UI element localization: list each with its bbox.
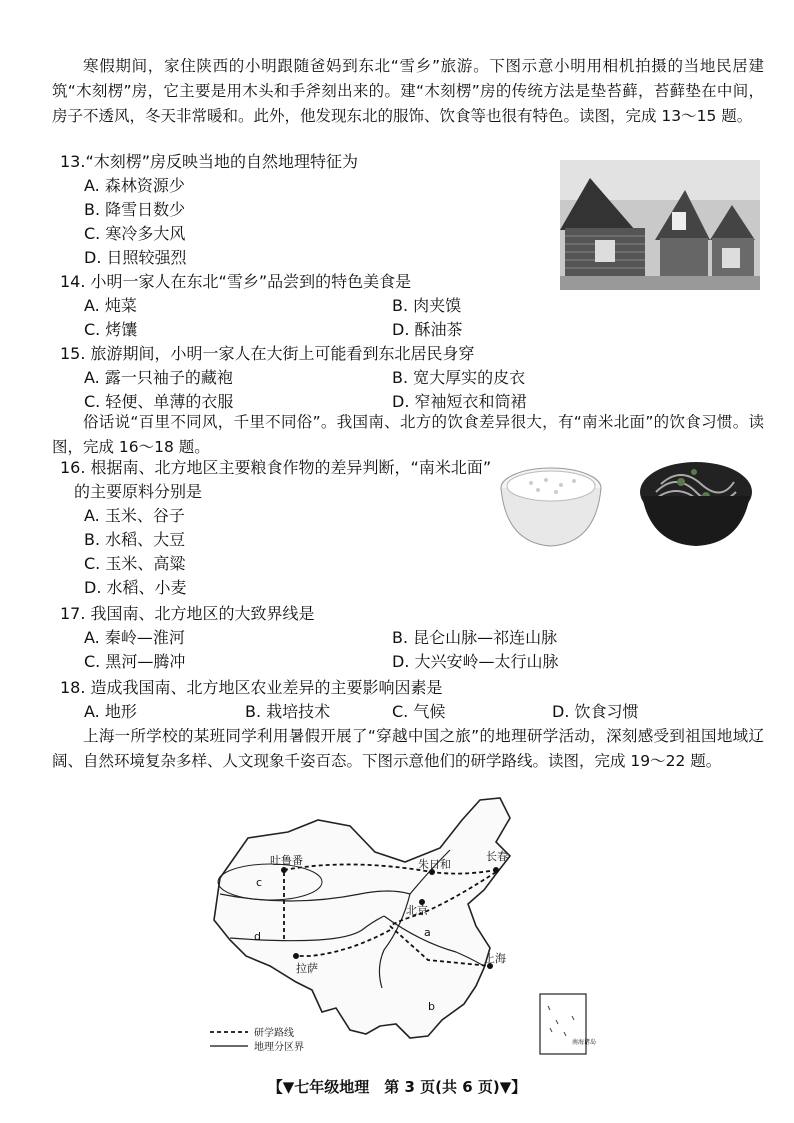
q15-option-d: D. 窄袖短衣和筒裙: [392, 392, 527, 411]
q13-option-d: D. 日照较强烈: [84, 248, 187, 267]
q16-option-b: B. 水稻、大豆: [84, 530, 186, 549]
china-route-map: [200, 790, 600, 1060]
question-16-line2: 的主要原料分别是: [74, 482, 203, 501]
legend-boundary: 地理分区界: [254, 1042, 304, 1053]
q17-option-d: D. 大兴安岭—太行山脉: [392, 652, 559, 671]
q14-option-a: A. 炖菜: [84, 296, 137, 315]
intro-paragraph-3: 上海一所学校的某班同学利用暑假开展了“穿越中国之旅”的地理研学活动，深刻感受到祖国地域辽阔、自然环境复杂多样、人文现象千姿百态。下图示意他们的研学路线。读图，完成 19～22 题。: [52, 727, 764, 770]
question-18: 18. 造成我国南、北方地区农业差异的主要影响因素是: [60, 678, 443, 697]
q14-option-d: D. 酥油茶: [392, 320, 463, 339]
map-city-changchun: 长春: [486, 850, 508, 863]
q18-option-d: D. 饮食习惯: [552, 702, 639, 721]
intro-paragraph-2: 俗话说“百里不同风，千里不同俗”。我国南、北方的饮食差异很大，有“南米北面”的饮食习惯。读图，完成 16～18 题。: [52, 413, 764, 456]
question-14: 14. 小明一家人在东北“雪乡”品尝到的特色美食是: [60, 272, 412, 291]
wooden-house-photo: [560, 160, 760, 290]
question-17: 17. 我国南、北方地区的大致界线是: [60, 604, 315, 623]
noodle-bowl-image: [636, 452, 756, 550]
q15-option-b: B. 宽大厚实的皮衣: [392, 368, 526, 387]
map-region-b: b: [428, 1000, 435, 1013]
q13-option-c: C. 寒冷多大风: [84, 224, 186, 243]
q18-option-b: B. 栽培技术: [245, 702, 331, 721]
q14-option-b: B. 肉夹馍: [392, 296, 462, 315]
map-city-shanghai: 上海: [484, 952, 506, 965]
map-city-turpan: 吐鲁番: [270, 854, 303, 867]
map-region-c: c: [256, 876, 263, 889]
q17-option-b: B. 昆仑山脉—祁连山脉: [392, 628, 558, 647]
question-16: 16. 根据南、北方地区主要粮食作物的差异判断，“南米北面”: [60, 458, 492, 477]
question-13: 13.“木刻楞”房反映当地的自然地理特征为: [60, 152, 359, 171]
intro-paragraph-1: 寒假期间，家住陕西的小明跟随爸妈到东北“雪乡”旅游。下图示意小明用相机拍摄的当地民居建筑“木刻楞”房，它主要是用木头和手斧刻出来的。建“木刻楞”房的传统方法是垫苔藓，苔藓垫在中间，房子不透风，冬天非常暖和。此外，他发现东北的服饰、饮食等也很有特色。读图，完成 13～15 题。: [52, 57, 764, 125]
map-city-beijing: 北京: [406, 904, 428, 917]
q17-option-c: C. 黑河—腾冲: [84, 652, 186, 671]
q14-option-c: C. 烤馕: [84, 320, 138, 339]
question-15: 15. 旅游期间，小明一家人在大街上可能看到东北居民身穿: [60, 344, 475, 363]
legend-route: 研学路线: [254, 1028, 294, 1039]
q18-option-c: C. 气候: [392, 702, 446, 721]
q17-option-a: A. 秦岭—淮河: [84, 628, 185, 647]
q13-option-b: B. 降雪日数少: [84, 200, 186, 219]
map-region-d: d: [254, 930, 261, 943]
map-city-lhasa: 拉萨: [296, 962, 318, 975]
q16-option-d: D. 水稻、小麦: [84, 578, 187, 597]
inset-label: 南海诸岛: [572, 1039, 597, 1046]
q18-option-a: A. 地形: [84, 702, 137, 721]
page-footer: 【▼七年级地理 第 3 页(共 6 页)▼】: [267, 1078, 527, 1096]
q16-option-c: C. 玉米、高粱: [84, 554, 186, 573]
q16-option-a: A. 玉米、谷子: [84, 506, 185, 525]
q15-option-c: C. 轻便、单薄的衣服: [84, 392, 234, 411]
map-city-zhurihe: 朱日和: [418, 858, 451, 871]
q15-option-a: A. 露一只袖子的藏袍: [84, 368, 233, 387]
q13-option-a: A. 森林资源少: [84, 176, 185, 195]
rice-bowl-image: [496, 458, 606, 550]
map-region-a: a: [424, 926, 431, 939]
